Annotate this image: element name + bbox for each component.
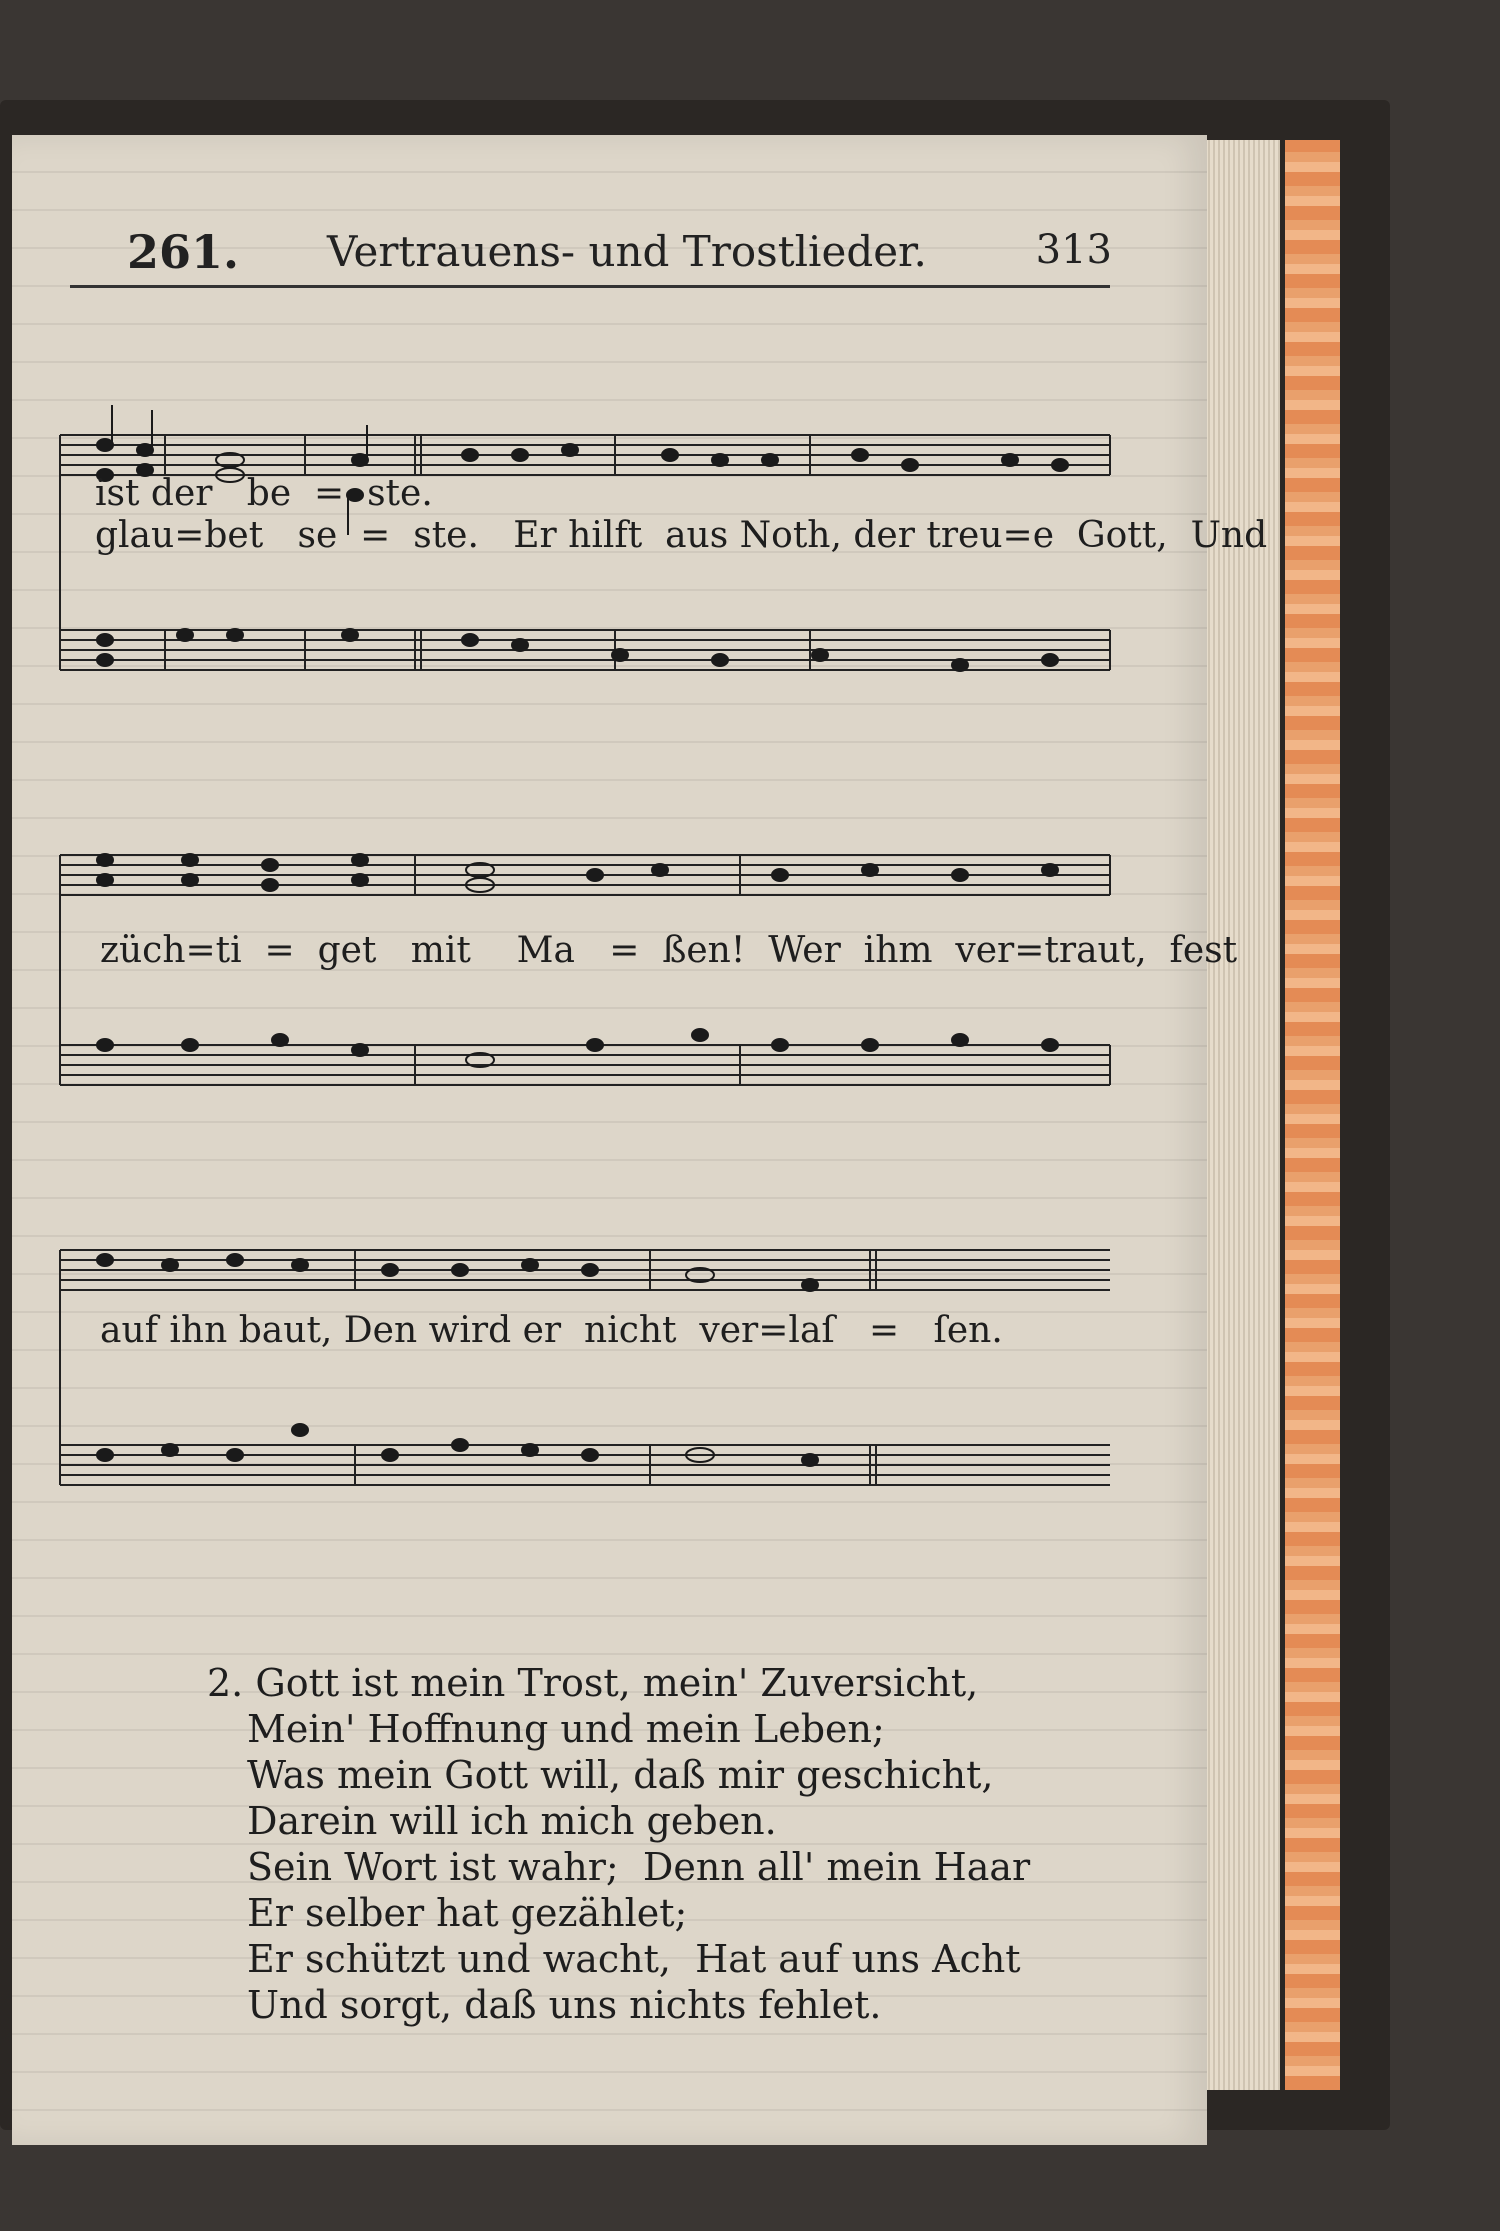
page-number: 313	[1035, 227, 1112, 273]
verse-line: Darein will ich mich geben.	[247, 1799, 777, 1843]
book-edge-decoration	[1285, 140, 1340, 2090]
lyrics-line-1a: ist der be = ste.	[95, 473, 433, 514]
verse-line: Sein Wort ist wahr; Denn all' mein Haar	[247, 1845, 1031, 1889]
hymn-number: 261.	[127, 225, 240, 279]
music-system-3	[60, 1195, 1110, 1635]
verse-line: Und sorgt, daß uns nichts fehlet.	[247, 1983, 882, 2027]
verse-line: Mein' Hoffnung und mein Leben;	[247, 1707, 885, 1751]
music-system-1	[60, 335, 1268, 775]
verse-line: Er schützt und wacht, Hat auf uns Acht	[247, 1937, 1021, 1981]
music-system-2	[60, 775, 1238, 1185]
verse-line: 2. Gott ist mein Trost, mein' Zuversicht,	[207, 1661, 979, 1705]
hymnal-page	[12, 135, 1268, 2145]
verse-2	[207, 1660, 1030, 2028]
lyrics-line-3: auf ihn baut, Den wird er nicht ver=laſ = ſen.	[100, 1310, 1003, 1351]
lyrics-line-2: züch=ti = get mit Ma = ßen! Wer ihm ver=traut, fest	[100, 930, 1238, 971]
verse-number: 2.	[207, 1661, 244, 1705]
music-staff-2	[60, 775, 1110, 1185]
music-staff-3	[60, 1195, 1110, 1635]
header-rule	[70, 285, 1110, 288]
verse-line: Er selber hat gezählet;	[247, 1891, 688, 1935]
page-header	[127, 225, 1112, 285]
section-title: Vertrauens- und Trostlieder.	[327, 227, 927, 276]
verse-line: Was mein Gott will, daß mir geschicht,	[247, 1753, 994, 1797]
page-edges	[1195, 140, 1280, 2090]
lyrics-line-1b: glau=bet se = ste. Er hilft aus Noth, der treu=e Gott, Und	[95, 515, 1268, 556]
